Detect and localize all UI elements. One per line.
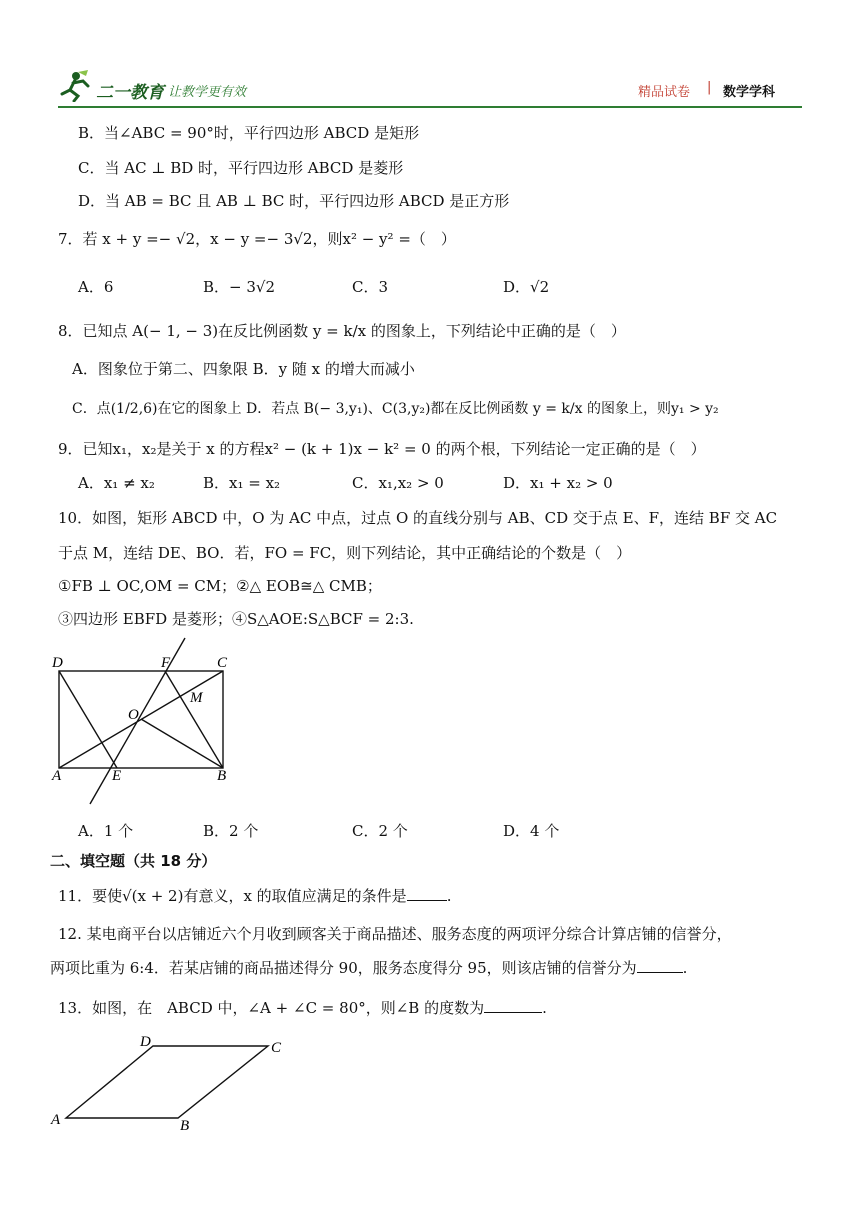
header-separator: | xyxy=(707,80,712,95)
q10-option-d: D．4 个 xyxy=(503,822,560,840)
q6-option-d: D．当 AB = BC 且 AB ⊥ BC 时，平行四边形 ABCD 是正方形 xyxy=(78,192,510,210)
q11-period: . xyxy=(446,887,452,905)
label-o: O xyxy=(128,707,139,723)
q9-stem: 9．已知x₁，x₂是关于 x 的方程x² − (k + 1)x − k² = 0 的两个根，下列结论一定正确的是（ ） xyxy=(58,440,706,458)
segment-bf xyxy=(165,671,223,768)
section-title-fill-in: 二、填空题（共 18 分） xyxy=(50,852,217,870)
label-a: A xyxy=(52,768,62,784)
label-b: B xyxy=(217,768,227,784)
q6-option-c: C．当 AC ⊥ BD 时，平行四边形 ABCD 是菱形 xyxy=(78,159,404,177)
q9-option-a: A．x₁ ≠ x₂ xyxy=(78,474,155,492)
q6-option-b: B．当∠ABC = 90°时，平行四边形 ABCD 是矩形 xyxy=(78,124,420,142)
label-f: F xyxy=(161,655,171,671)
q7-option-d: D．√2 xyxy=(503,278,550,296)
label-d: D xyxy=(52,655,63,671)
q10-statements-2: ③四边形 EBFD 是菱形；④S△AOE:S△BCF = 2:3. xyxy=(58,610,414,628)
q11-answer-blank[interactable] xyxy=(407,900,447,901)
brand-slogan: 让教学更有效 xyxy=(168,85,247,100)
subject-label: 数学学科 xyxy=(723,85,776,100)
q7-option-c: C．3 xyxy=(352,278,389,296)
q12-stem-line2 xyxy=(50,957,687,978)
q10-stem-line2: 于点 M，连结 DE、BO．若，FO = FC，则下列结论，其中正确结论的个数是（ ） xyxy=(58,544,632,562)
segment-bo xyxy=(141,719,223,768)
label-a: A xyxy=(51,1112,61,1128)
q13-stem xyxy=(58,997,547,1018)
parallelogram-outline xyxy=(66,1046,268,1118)
figure-rectangle-abcd xyxy=(50,636,250,808)
q10-statements-1: ①FB ⊥ OC,OM = CM；②△ EOB≅△ CMB； xyxy=(58,577,382,595)
label-b: B xyxy=(180,1118,190,1134)
q11-stem xyxy=(58,885,451,906)
q8-options-cd: C．点(1/2,6)在它的图象上 D．若点 B(− 3,y₁)、C(3,y₂)都在反比例函数 y = k/x 的图象上，则y₁ > y₂ xyxy=(72,401,719,417)
q7-option-b: B．− 3√2 xyxy=(203,278,276,296)
q12-answer-blank[interactable] xyxy=(637,972,683,973)
label-c: C xyxy=(271,1040,282,1056)
q11-text: 11．要使√(x + 2)有意义，x 的取值应满足的条件是 xyxy=(58,887,407,905)
header-rule xyxy=(58,106,802,108)
q7-stem: 7．若 x + y =− √2，x − y =− 3√2，则x² − y² =（ ） xyxy=(58,230,456,248)
label-d: D xyxy=(140,1034,151,1050)
q13-period: . xyxy=(542,999,547,1017)
q12-stem-line1: 12. 某电商平台以店铺近六个月收到顾客关于商品描述、服务态度的两项评分综合计算店铺的信誉分， xyxy=(58,925,732,943)
q10-option-b: B．2 个 xyxy=(203,822,259,840)
q12-period: . xyxy=(682,959,688,977)
q9-option-b: B．x₁ = x₂ xyxy=(203,474,281,492)
label-m: M xyxy=(190,690,203,706)
q8-options-ab: A．图象位于第二、四象限 B．y 随 x 的增大而减小 xyxy=(72,360,415,378)
runner-logo-icon xyxy=(58,68,98,102)
q9-option-c: C．x₁,x₂ > 0 xyxy=(352,474,444,492)
q12-text: 两项比重为 6:4．若某店铺的商品描述得分 90，服务态度得分 95，则该店铺的信誉分为 xyxy=(50,959,637,977)
q9-option-d: D．x₁ + x₂ > 0 xyxy=(503,474,613,492)
q7-option-a: A．6 xyxy=(78,278,114,296)
product-label: 精品试卷 xyxy=(638,85,691,100)
q10-option-a: A．1 个 xyxy=(78,822,134,840)
q13-text: 13．如图，在 ABCD 中，∠A + ∠C = 80°，则∠B 的度数为 xyxy=(58,999,485,1017)
brand-name: 二一教育 xyxy=(96,83,164,103)
figure-parallelogram-abcd xyxy=(48,1028,298,1138)
q13-answer-blank[interactable] xyxy=(484,1012,542,1013)
label-e: E xyxy=(112,768,122,784)
q10-option-c: C．2 个 xyxy=(352,822,408,840)
q8-stem: 8．已知点 A(− 1, − 3)在反比例函数 y = k/x 的图象上，下列结论中正确的是（ ） xyxy=(58,322,626,340)
label-c: C xyxy=(217,655,228,671)
segment-de xyxy=(59,671,117,768)
q10-stem-line1: 10．如图，矩形 ABCD 中，O 为 AC 中点，过点 O 的直线分别与 AB、CD 交于点 E、F，连结 BF 交 AC xyxy=(58,509,778,527)
